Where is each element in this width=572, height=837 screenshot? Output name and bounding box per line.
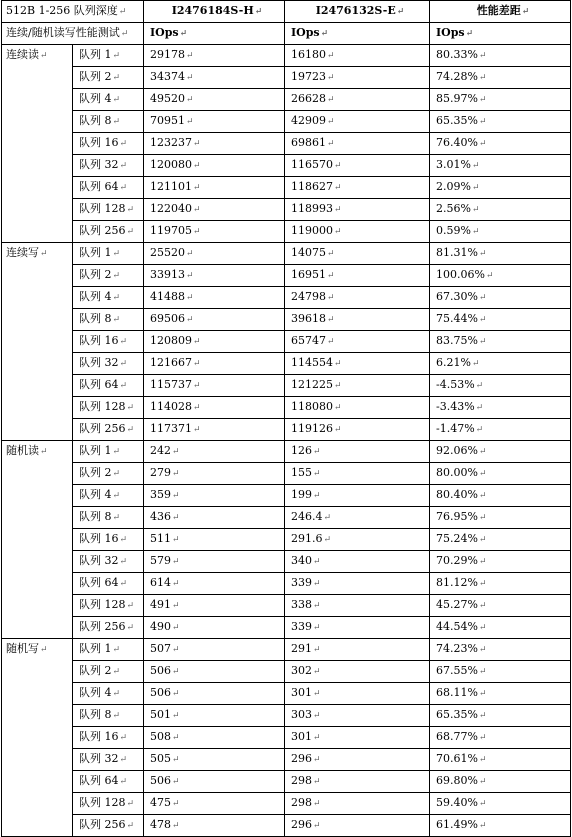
value-e: 296↵	[285, 749, 430, 771]
value-e: 16951↵	[285, 265, 430, 287]
value-e: 291↵	[285, 639, 430, 661]
queue-label: 队列 256↵	[73, 815, 144, 837]
value-diff: 76.95%↵	[430, 507, 571, 529]
queue-label: 队列 8↵	[73, 309, 144, 331]
value-h: 579↵	[144, 551, 285, 573]
table-row	[2, 793, 571, 815]
value-e: 16180↵	[285, 45, 430, 67]
value-h: 614↵	[144, 573, 285, 595]
value-h: 34374↵	[144, 67, 285, 89]
value-diff: 69.80%↵	[430, 771, 571, 793]
table-row	[2, 89, 571, 111]
value-diff: 3.01%↵	[430, 155, 571, 177]
header-row	[2, 1, 571, 23]
value-diff: 74.28%↵	[430, 67, 571, 89]
queue-label: 队列 32↵	[73, 353, 144, 375]
value-diff: 83.75%↵	[430, 331, 571, 353]
value-h: 49520↵	[144, 89, 285, 111]
value-diff: 81.31%↵	[430, 243, 571, 265]
value-h: 121667↵	[144, 353, 285, 375]
value-h: 359↵	[144, 485, 285, 507]
table-row	[2, 815, 571, 837]
value-h: 478↵	[144, 815, 285, 837]
table-row	[2, 287, 571, 309]
queue-label: 队列 64↵	[73, 573, 144, 595]
value-h: 69506↵	[144, 309, 285, 331]
value-e: 338↵	[285, 595, 430, 617]
value-h: 505↵	[144, 749, 285, 771]
value-h: 507↵	[144, 639, 285, 661]
queue-label: 队列 4↵	[73, 89, 144, 111]
value-h: 475↵	[144, 793, 285, 815]
table-row	[2, 45, 571, 67]
queue-label: 队列 4↵	[73, 485, 144, 507]
column-header-h: I2476184S-H↵	[144, 1, 285, 23]
value-h: 117371↵	[144, 419, 285, 441]
value-diff: 65.35%↵	[430, 111, 571, 133]
queue-label: 队列 16↵	[73, 133, 144, 155]
value-e: 296↵	[285, 815, 430, 837]
table-row	[2, 309, 571, 331]
value-diff: 75.24%↵	[430, 529, 571, 551]
queue-label: 队列 1↵	[73, 639, 144, 661]
group-label: 随机读↵	[2, 441, 73, 639]
table-row	[2, 771, 571, 793]
table-row	[2, 485, 571, 507]
value-h: 508↵	[144, 727, 285, 749]
table-row	[2, 507, 571, 529]
queue-label: 队列 64↵	[73, 771, 144, 793]
queue-label: 队列 16↵	[73, 529, 144, 551]
table-row	[2, 573, 571, 595]
value-e: 291.6↵	[285, 529, 430, 551]
value-e: 65747↵	[285, 331, 430, 353]
value-h: 121101↵	[144, 177, 285, 199]
value-diff: 81.12%↵	[430, 573, 571, 595]
value-diff: 70.29%↵	[430, 551, 571, 573]
value-e: 118080↵	[285, 397, 430, 419]
table-row	[2, 463, 571, 485]
value-diff: 59.40%↵	[430, 793, 571, 815]
table-row	[2, 595, 571, 617]
value-diff: 80.40%↵	[430, 485, 571, 507]
value-e: 302↵	[285, 661, 430, 683]
value-diff: 2.09%↵	[430, 177, 571, 199]
value-h: 506↵	[144, 683, 285, 705]
value-h: 501↵	[144, 705, 285, 727]
value-e: 24798↵	[285, 287, 430, 309]
queue-label: 队列 256↵	[73, 617, 144, 639]
value-e: 118993↵	[285, 199, 430, 221]
value-e: 119126↵	[285, 419, 430, 441]
value-h: 70951↵	[144, 111, 285, 133]
table-row	[2, 155, 571, 177]
queue-label: 队列 32↵	[73, 155, 144, 177]
value-e: 126↵	[285, 441, 430, 463]
table-row	[2, 375, 571, 397]
value-diff: 45.27%↵	[430, 595, 571, 617]
table-row	[2, 199, 571, 221]
value-diff: 85.97%↵	[430, 89, 571, 111]
value-e: 339↵	[285, 617, 430, 639]
table-row	[2, 551, 571, 573]
queue-label: 队列 1↵	[73, 243, 144, 265]
value-h: 511↵	[144, 529, 285, 551]
value-diff: 74.23%↵	[430, 639, 571, 661]
value-e: 199↵	[285, 485, 430, 507]
performance-table	[1, 0, 571, 837]
value-diff: 65.35%↵	[430, 705, 571, 727]
queue-label: 队列 4↵	[73, 683, 144, 705]
value-h: 122040↵	[144, 199, 285, 221]
value-e: 118627↵	[285, 177, 430, 199]
value-diff: 100.06%↵	[430, 265, 571, 287]
table-row	[2, 133, 571, 155]
value-e: 119000↵	[285, 221, 430, 243]
value-e: 303↵	[285, 705, 430, 727]
value-diff: 61.49%↵	[430, 815, 571, 837]
value-h: 114028↵	[144, 397, 285, 419]
value-h: 491↵	[144, 595, 285, 617]
value-h: 506↵	[144, 661, 285, 683]
value-e: 116570↵	[285, 155, 430, 177]
queue-label: 队列 8↵	[73, 705, 144, 727]
queue-label: 队列 8↵	[73, 111, 144, 133]
subheader-row	[2, 23, 571, 45]
table-row	[2, 441, 571, 463]
unit-header-h: IOps↵	[144, 23, 285, 45]
value-h: 123237↵	[144, 133, 285, 155]
queue-label: 队列 2↵	[73, 67, 144, 89]
value-diff: 67.55%↵	[430, 661, 571, 683]
title-line-2: 连续/随机读写性能测试↵	[2, 23, 144, 45]
value-diff: 0.59%↵	[430, 221, 571, 243]
unit-header-diff: IOps↵	[430, 23, 571, 45]
queue-label: 队列 8↵	[73, 507, 144, 529]
queue-label: 队列 64↵	[73, 375, 144, 397]
table-row	[2, 705, 571, 727]
table-row	[2, 727, 571, 749]
value-e: 39618↵	[285, 309, 430, 331]
table-row	[2, 67, 571, 89]
value-e: 339↵	[285, 573, 430, 595]
title-line-1: 512B 1-256 队列深度↵	[2, 1, 144, 23]
value-h: 120809↵	[144, 331, 285, 353]
value-h: 120080↵	[144, 155, 285, 177]
column-header-diff: 性能差距↵	[430, 1, 571, 23]
queue-label: 队列 1↵	[73, 45, 144, 67]
value-diff: 75.44%↵	[430, 309, 571, 331]
value-diff: -1.47%↵	[430, 419, 571, 441]
group-label: 连续写↵	[2, 243, 73, 441]
value-diff: 80.00%↵	[430, 463, 571, 485]
group-label: 随机写↵	[2, 639, 73, 837]
value-e: 298↵	[285, 793, 430, 815]
value-e: 246.4↵	[285, 507, 430, 529]
table-body	[2, 1, 571, 837]
value-e: 121225↵	[285, 375, 430, 397]
table-row	[2, 111, 571, 133]
queue-label: 队列 256↵	[73, 221, 144, 243]
value-h: 119705↵	[144, 221, 285, 243]
value-e: 298↵	[285, 771, 430, 793]
queue-label: 队列 128↵	[73, 199, 144, 221]
value-diff: 68.77%↵	[430, 727, 571, 749]
queue-label: 队列 128↵	[73, 397, 144, 419]
table-row	[2, 331, 571, 353]
queue-label: 队列 16↵	[73, 727, 144, 749]
queue-label: 队列 1↵	[73, 441, 144, 463]
value-h: 490↵	[144, 617, 285, 639]
value-e: 155↵	[285, 463, 430, 485]
table-row	[2, 683, 571, 705]
value-h: 33913↵	[144, 265, 285, 287]
table-row	[2, 419, 571, 441]
value-h: 279↵	[144, 463, 285, 485]
value-diff: 70.61%↵	[430, 749, 571, 771]
value-e: 14075↵	[285, 243, 430, 265]
table-row	[2, 353, 571, 375]
value-diff: 2.56%↵	[430, 199, 571, 221]
value-e: 26628↵	[285, 89, 430, 111]
queue-label: 队列 2↵	[73, 463, 144, 485]
value-diff: -3.43%↵	[430, 397, 571, 419]
value-diff: 80.33%↵	[430, 45, 571, 67]
queue-label: 队列 128↵	[73, 595, 144, 617]
value-e: 340↵	[285, 551, 430, 573]
queue-label: 队列 16↵	[73, 331, 144, 353]
table-row	[2, 617, 571, 639]
value-diff: 44.54%↵	[430, 617, 571, 639]
value-h: 506↵	[144, 771, 285, 793]
value-e: 69861↵	[285, 133, 430, 155]
table-row	[2, 749, 571, 771]
group-label: 连续读↵	[2, 45, 73, 243]
table-row	[2, 529, 571, 551]
queue-label: 队列 4↵	[73, 287, 144, 309]
queue-label: 队列 128↵	[73, 793, 144, 815]
value-h: 115737↵	[144, 375, 285, 397]
table-row	[2, 177, 571, 199]
queue-label: 队列 2↵	[73, 265, 144, 287]
value-e: 301↵	[285, 727, 430, 749]
value-h: 436↵	[144, 507, 285, 529]
value-diff: -4.53%↵	[430, 375, 571, 397]
value-h: 25520↵	[144, 243, 285, 265]
value-e: 301↵	[285, 683, 430, 705]
table-row	[2, 397, 571, 419]
queue-label: 队列 32↵	[73, 749, 144, 771]
value-diff: 67.30%↵	[430, 287, 571, 309]
value-diff: 92.06%↵	[430, 441, 571, 463]
queue-label: 队列 64↵	[73, 177, 144, 199]
value-e: 114554↵	[285, 353, 430, 375]
value-h: 29178↵	[144, 45, 285, 67]
value-diff: 6.21%↵	[430, 353, 571, 375]
column-header-e: I2476132S-E↵	[285, 1, 430, 23]
queue-label: 队列 32↵	[73, 551, 144, 573]
value-h: 242↵	[144, 441, 285, 463]
queue-label: 队列 256↵	[73, 419, 144, 441]
table-row	[2, 243, 571, 265]
table-row	[2, 221, 571, 243]
table-row	[2, 639, 571, 661]
value-e: 19723↵	[285, 67, 430, 89]
value-diff: 68.11%↵	[430, 683, 571, 705]
queue-label: 队列 2↵	[73, 661, 144, 683]
value-diff: 76.40%↵	[430, 133, 571, 155]
value-e: 42909↵	[285, 111, 430, 133]
unit-header-e: IOps↵	[285, 23, 430, 45]
value-h: 41488↵	[144, 287, 285, 309]
table-row	[2, 661, 571, 683]
table-row	[2, 265, 571, 287]
